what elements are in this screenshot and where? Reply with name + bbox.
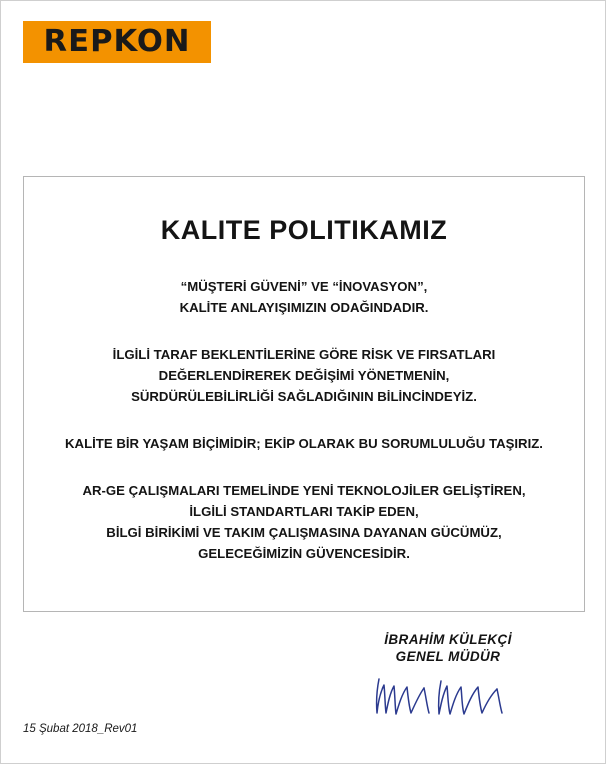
logo-text: REPKON	[43, 24, 191, 59]
policy-paragraph	[24, 276, 584, 318]
handwritten-signature-icon	[363, 673, 533, 719]
policy-line: BİLGİ BİRİKİMİ VE TAKIM ÇALIŞMASINA DAYANAN GÜCÜMÜZ,	[106, 525, 502, 540]
policy-line: KALİTE ANLAYIŞIMIZIN ODAĞINDADIR.	[179, 300, 429, 315]
signatory-name: İBRAHİM KÜLEKÇİ	[384, 632, 512, 647]
policy-line: GELECEĞİMİZİN GÜVENCESİDİR.	[198, 546, 410, 561]
repkon-logo	[23, 21, 211, 63]
revision-footer: 15 Şubat 2018_Rev01	[23, 723, 138, 735]
policy-line: KALİTE BİR YAŞAM BİÇİMİDİR; EKİP OLARAK BU SORUMLULUĞU TAŞIRIZ.	[65, 436, 543, 451]
policy-line: İLGİLİ TARAF BEKLENTİLERİNE GÖRE RİSK VE FIRSATLARI	[112, 347, 496, 362]
quality-policy-box	[23, 176, 585, 612]
policy-line: DEĞERLENDİREREK DEĞİŞİMİ YÖNETMENİN,	[158, 368, 450, 383]
policy-line: İLGİLİ STANDARTLARI TAKİP EDEN,	[189, 504, 419, 519]
signature-block	[333, 631, 563, 719]
policy-line: AR-GE ÇALIŞMALARI TEMELİNDE YENİ TEKNOLOJİLER GELİŞTİREN,	[82, 483, 526, 498]
page-title: KALITE POLITIKAMIZ	[160, 215, 448, 245]
policy-line: SÜRDÜRÜLEBİLİRLİĞİ SAĞLADIĞININ BİLİNCİNDEYİZ.	[131, 389, 477, 404]
signatory-role: GENEL MÜDÜR	[395, 649, 501, 664]
policy-paragraph	[24, 344, 584, 407]
policy-paragraph	[24, 433, 584, 454]
policy-line: “MÜŞTERİ GÜVENİ” VE “İNOVASYON”,	[180, 279, 428, 294]
policy-paragraph	[24, 480, 584, 564]
